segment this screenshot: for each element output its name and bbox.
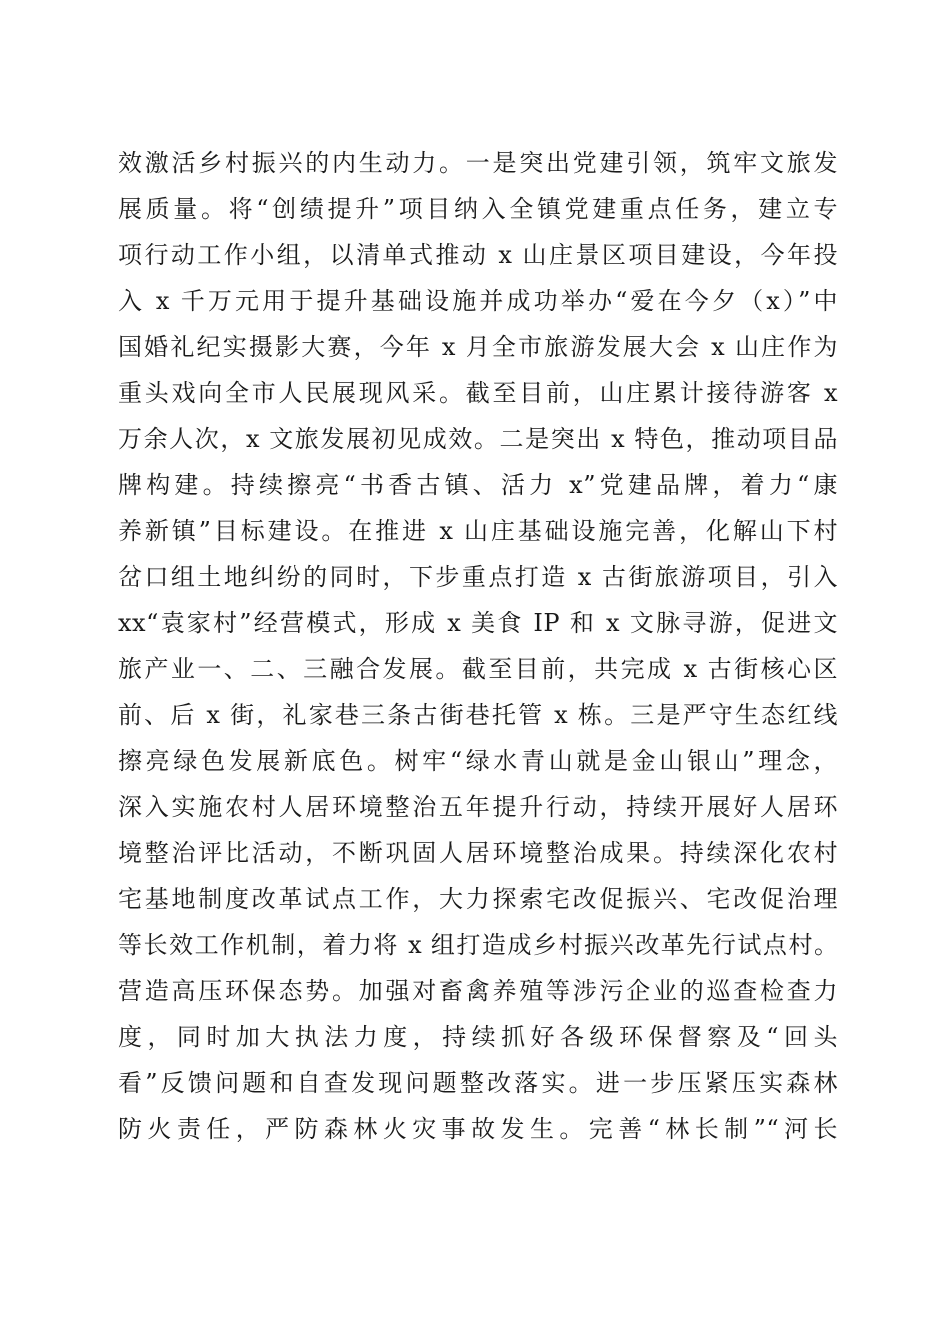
text-line: 擦亮绿色发展新底色。树牢“绿水青山就是金山银山”理念，	[118, 747, 838, 775]
text-line: 万余人次，x 文旅发展初见成效。二是突出 x 特色，推动项目品	[118, 425, 838, 453]
text-line: xx“袁家村”经营模式，形成 x 美食 IP 和 x 文脉寻游，促进文	[118, 609, 838, 637]
text-line: 宅基地制度改革试点工作，大力探索宅改促振兴、宅改促治理	[118, 885, 838, 913]
text-line: 旅产业一、二、三融合发展。截至目前，共完成 x 古街核心区	[118, 655, 838, 683]
text-line: 入 x 千万元用于提升基础设施并成功举办“爱在今夕（x）”中	[118, 287, 838, 315]
text-line: 看”反馈问题和自查发现问题整改落实。进一步压紧压实森林	[118, 1069, 838, 1097]
text-line: 项行动工作小组，以清单式推动 x 山庄景区项目建设，今年投	[118, 241, 838, 269]
text-line: 牌构建。持续擦亮“书香古镇、活力 x”党建品牌，着力“康	[118, 471, 838, 499]
text-line: 营造高压环保态势。加强对畜禽养殖等涉污企业的巡查检查力	[118, 977, 838, 1005]
text-line: 国婚礼纪实摄影大赛，今年 x 月全市旅游发展大会 x 山庄作为	[118, 333, 838, 361]
text-line: 前、后 x 街，礼家巷三条古街巷托管 x 栋。三是严守生态红线	[118, 701, 838, 729]
text-line: 境整治评比活动，不断巩固人居环境整治成果。持续深化农村	[118, 839, 838, 867]
text-line: 等长效工作机制，着力将 x 组打造成乡村振兴改革先行试点村。	[118, 931, 838, 959]
text-line: 深入实施农村人居环境整治五年提升行动，持续开展好人居环	[118, 793, 838, 821]
text-line: 岔口组土地纠纷的同时，下步重点打造 x 古街旅游项目，引入	[118, 563, 838, 591]
text-line: 养新镇”目标建设。在推进 x 山庄基础设施完善，化解山下村	[118, 517, 838, 545]
text-line: 展质量。将“创绩提升”项目纳入全镇党建重点任务，建立专	[118, 195, 838, 223]
body-text	[118, 140, 838, 1152]
text-line: 度，同时加大执法力度，持续抓好各级环保督察及“回头	[118, 1023, 838, 1051]
text-line: 重头戏向全市人民展现风采。截至目前，山庄累计接待游客 x	[118, 379, 838, 407]
text-line: 防火责任，严防森林火灾事故发生。完善“林长制”“河长	[118, 1115, 838, 1143]
text-line: 效激活乡村振兴的内生动力。一是突出党建引领，筑牢文旅发	[118, 149, 838, 177]
